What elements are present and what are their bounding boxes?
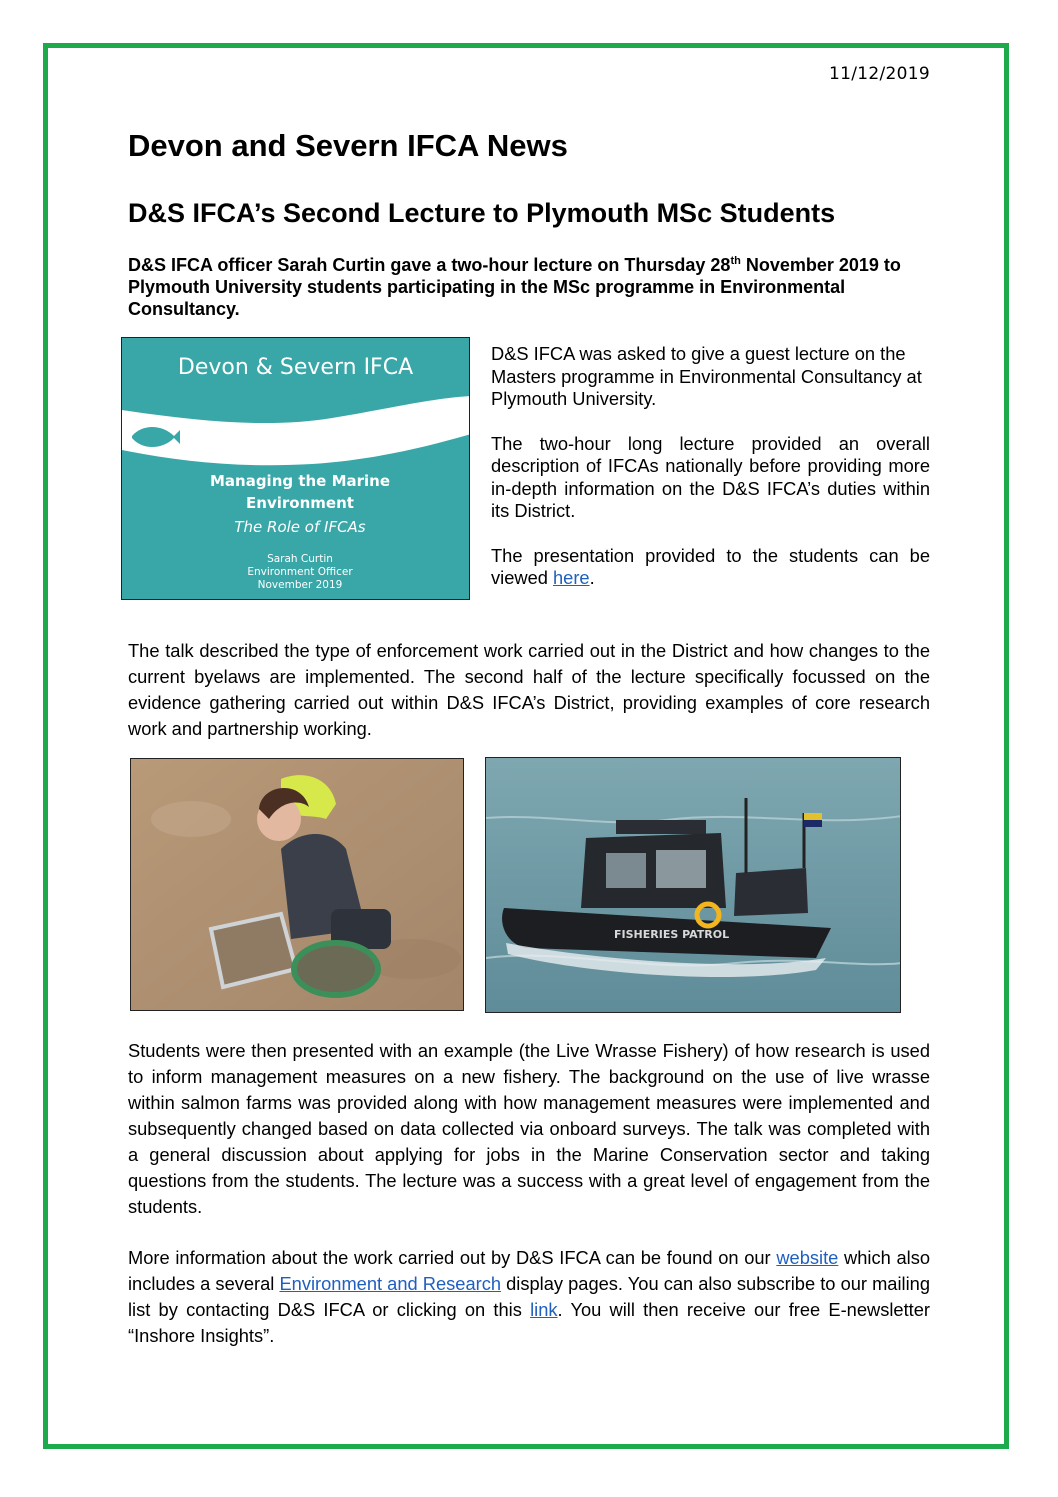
website-link[interactable]: website: [776, 1247, 839, 1268]
mailing-list-link[interactable]: link: [530, 1299, 558, 1320]
lead-text-1: D&S IFCA officer Sarah Curtin gave a two-hour lecture on Thursday 28: [128, 255, 731, 275]
talk-paragraph: The talk described the type of enforcement work carried out in the District and how changes to the current byelaws are implemented. The second half of the lecture specifically focussed on the evidence gathering carried out within D&S IFCA’s District, providing examples of core research work and partnership working.: [128, 640, 930, 739]
slide-author: Sarah Curtin: [267, 553, 333, 565]
intro-p3-end: .: [589, 567, 595, 588]
students-paragraph: Students were then presented with an example (the Live Wrasse Fishery) of how research is used to inform management measures on a new fishery. The background on the use of live wrasse within salmon farms was provided along with how management measures were implemented and subsequently changed based on data collected via onboard surveys. The talk was completed with a general discussion about applying for jobs in the Marine Conservation sector and taking questions from the students. The lecture was a success with a great level of engagement from the students.: [128, 1040, 930, 1217]
date: 11/12/2019: [829, 64, 930, 84]
more-text-4: . You will then receive our free E-newsletter “Inshore Insights”.: [128, 1299, 930, 1346]
patrol-boat-photo: [485, 757, 901, 1013]
slide-date: November 2019: [257, 579, 343, 591]
lead-text-2: November 2019 to Plymouth University students participating in the MSc programme in Environmental Consultancy.: [128, 255, 901, 319]
lead-paragraph: [128, 254, 930, 320]
slide-line-3: The Role of IFCAs: [234, 518, 366, 536]
slide-line-1: Managing the Marine: [209, 472, 391, 490]
slide-role: Environment Officer: [247, 566, 353, 578]
presentation-slide-image: [121, 337, 470, 600]
more-text-1: More information about the work carried out by D&S IFCA can be found on our: [128, 1247, 777, 1268]
intro-paragraph-1: D&S IFCA was asked to give a guest lecture on the Masters programme in Environmental Consultancy at Plymouth University.: [491, 343, 922, 409]
slide-line-2: Environment: [246, 494, 354, 512]
intro-paragraph-2: The two-hour long lecture provided an overall description of IFCAs nationally before providing more in-depth information on the D&S IFCA’s duties within its District.: [491, 432, 930, 521]
slide-title: Devon & Severn IFCA: [177, 355, 414, 380]
environment-research-link[interactable]: Environment and Research: [279, 1273, 502, 1294]
boat-hull-label: FISHERIES PATROL: [614, 928, 730, 941]
lead-sup: th: [730, 255, 741, 267]
more-text-3: display pages. You can also subscribe to our mailing list by contacting D&S IFCA or clicking on this: [128, 1273, 930, 1320]
intro-column: [491, 343, 930, 590]
more-text-2: which also includes a several: [128, 1247, 930, 1294]
more-info-paragraph: [128, 1245, 930, 1349]
intro-paragraph-3: [491, 545, 930, 590]
fieldwork-photo: [130, 758, 464, 1011]
article-title: D&S IFCA’s Second Lecture to Plymouth MSc Students: [128, 198, 836, 228]
presentation-link[interactable]: here: [553, 567, 590, 588]
intro-p3-text: The presentation provided to the students can be viewed: [491, 544, 930, 588]
page-title: Devon and Severn IFCA News: [128, 128, 568, 163]
